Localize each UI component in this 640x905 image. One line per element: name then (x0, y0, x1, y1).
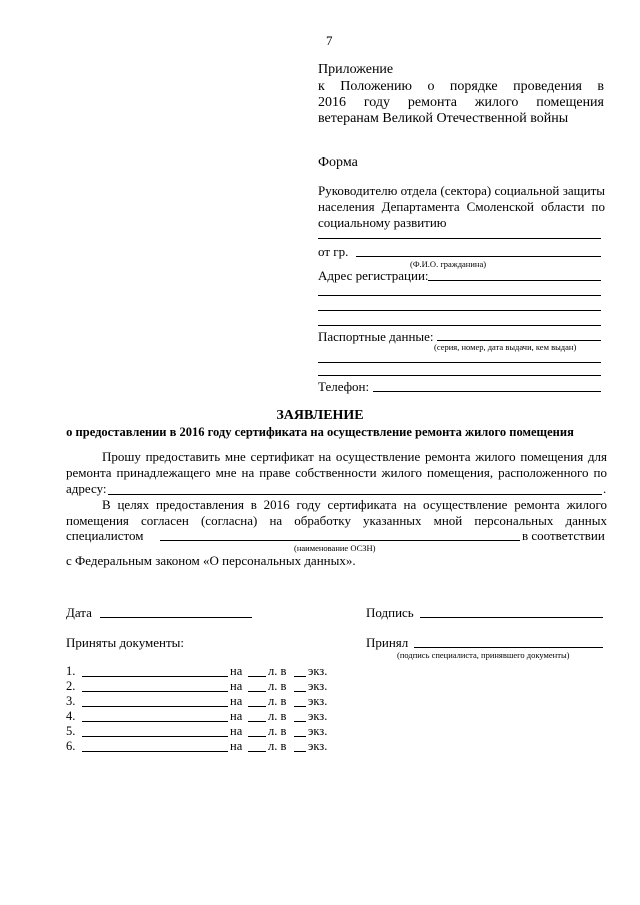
document-copies-line[interactable] (294, 751, 306, 752)
document-sheets-label: л. в (268, 724, 287, 738)
paragraph-2-line-2: помещения согласен (согласна) на обработку указанных мной персональных данных (66, 513, 607, 528)
document-row (66, 679, 346, 694)
document-sheets-label: л. в (268, 679, 287, 693)
document-name-line[interactable] (82, 676, 228, 677)
docs-accepted-label: Приняты документы: (66, 635, 185, 650)
document-name-line[interactable] (82, 736, 228, 737)
document-sheets-line[interactable] (248, 721, 266, 722)
document-on: на (230, 694, 243, 708)
document-number: 4. (66, 709, 76, 723)
document-on: на (230, 679, 243, 693)
addressee-line-1: Руководителю отдела (сектора) социальной защиты (318, 183, 605, 198)
document-on: на (230, 724, 243, 738)
paragraph-2-line-1: В целях предоставления в 2016 году сертификата на осуществление ремонта жилого (102, 497, 607, 512)
document-copies-label: экз. (308, 739, 328, 753)
document-sheets-line[interactable] (248, 691, 266, 692)
document-row (66, 739, 346, 754)
document-number: 1. (66, 664, 76, 678)
document-number: 3. (66, 694, 76, 708)
document-name-line[interactable] (82, 721, 228, 722)
document-copies-label: экз. (308, 724, 328, 738)
address-statement-line[interactable] (108, 494, 602, 495)
from-label: от гр. (318, 244, 349, 259)
document-sheets-label: л. в (268, 739, 287, 753)
address-field-line-3[interactable] (318, 310, 601, 311)
document-sheets-line[interactable] (248, 706, 266, 707)
document-sheets-label: л. в (268, 709, 287, 723)
page-number: 7 (326, 33, 333, 48)
phone-field-line[interactable] (373, 391, 601, 392)
form-label: Форма (318, 155, 358, 170)
passport-hint: (серия, номер, дата выдачи, кем выдан) (434, 342, 577, 352)
document-sheets-label: л. в (268, 694, 287, 708)
address-label: Адрес регистрации: (318, 268, 429, 283)
document-name-line[interactable] (82, 691, 228, 692)
document-row (66, 664, 346, 679)
paragraph-2-line-4: с Федеральным законом «О персональных данных». (66, 553, 356, 568)
paragraph-2-line-3-end: в соответствии (522, 528, 605, 543)
addressee-line-3: социальному развитию (318, 215, 447, 230)
statement-subtitle: о предоставлении в 2016 году сертификата на осуществление ремонта жилого помещения (66, 425, 574, 439)
paragraph-1-line-3: адресу: (66, 481, 107, 496)
document-sheets-line[interactable] (248, 676, 266, 677)
document-name-line[interactable] (82, 706, 228, 707)
addressee-line-2: населения Департамента Смоленской области по (318, 199, 605, 214)
accepted-hint: (подпись специалиста, принявшего документы) (397, 650, 570, 660)
document-copies-line[interactable] (294, 736, 306, 737)
document-row (66, 709, 346, 724)
appendix-line-3: ветеранам Великой Отечественной войны (318, 111, 569, 126)
phone-label: Телефон: (318, 379, 370, 394)
accepted-by-field-line[interactable] (414, 647, 603, 648)
address-field-line-2[interactable] (318, 295, 601, 296)
paragraph-1-line-2: ремонта принадлежащего мне на праве собственности жилого помещения, расположенного по (66, 465, 607, 480)
signature-field-line[interactable] (420, 617, 603, 618)
document-number: 2. (66, 679, 76, 693)
document-copies-label: экз. (308, 679, 328, 693)
appendix-line-2: 2016 году ремонта жилого помещения (318, 95, 604, 110)
paragraph-1-line-1: Прошу предоставить мне сертификат на осуществление ремонта жилого помещения для (102, 449, 607, 464)
passport-field-line-1[interactable] (437, 340, 601, 341)
document-number: 6. (66, 739, 76, 753)
passport-blank-line[interactable] (318, 325, 601, 326)
passport-field-line-2[interactable] (318, 362, 601, 363)
document-copies-label: экз. (308, 694, 328, 708)
document-copies-line[interactable] (294, 706, 306, 707)
fio-hint: (Ф.И.О. гражданина) (410, 259, 487, 269)
addressee-blank-line (318, 238, 601, 239)
paragraph-1-end: . (603, 481, 607, 496)
document-on: на (230, 664, 243, 678)
document-copies-line[interactable] (294, 721, 306, 722)
document-copies-label: экз. (308, 664, 328, 678)
date-label: Дата (66, 605, 92, 620)
document-row (66, 724, 346, 739)
statement-title: ЗАЯВЛЕНИЕ (276, 408, 364, 423)
address-field-line-1[interactable] (428, 280, 601, 281)
document-copies-line[interactable] (294, 676, 306, 677)
passport-field-line-3[interactable] (318, 375, 601, 376)
document-on: на (230, 709, 243, 723)
document-on: на (230, 739, 243, 753)
document-sheets-label: л. в (268, 664, 287, 678)
document-copies-line[interactable] (294, 691, 306, 692)
paragraph-2-line-3: специалистом (66, 528, 144, 543)
document-copies-label: экз. (308, 709, 328, 723)
signature-label: Подпись (366, 605, 414, 620)
oszn-hint: (наименование ОСЗН) (294, 543, 376, 553)
document-name-line[interactable] (82, 751, 228, 752)
appendix-title: Приложение (318, 62, 394, 77)
document-row (66, 694, 346, 709)
passport-label: Паспортные данные: (318, 329, 434, 344)
document-sheets-line[interactable] (248, 751, 266, 752)
document-number: 5. (66, 724, 76, 738)
appendix-line-1: к Положению о порядке проведения в (318, 79, 604, 94)
date-field-line[interactable] (100, 617, 252, 618)
accepted-by-label: Принял (366, 635, 409, 650)
fio-field-line[interactable] (356, 256, 601, 257)
document-sheets-line[interactable] (248, 736, 266, 737)
oszn-field-line[interactable] (160, 540, 520, 541)
